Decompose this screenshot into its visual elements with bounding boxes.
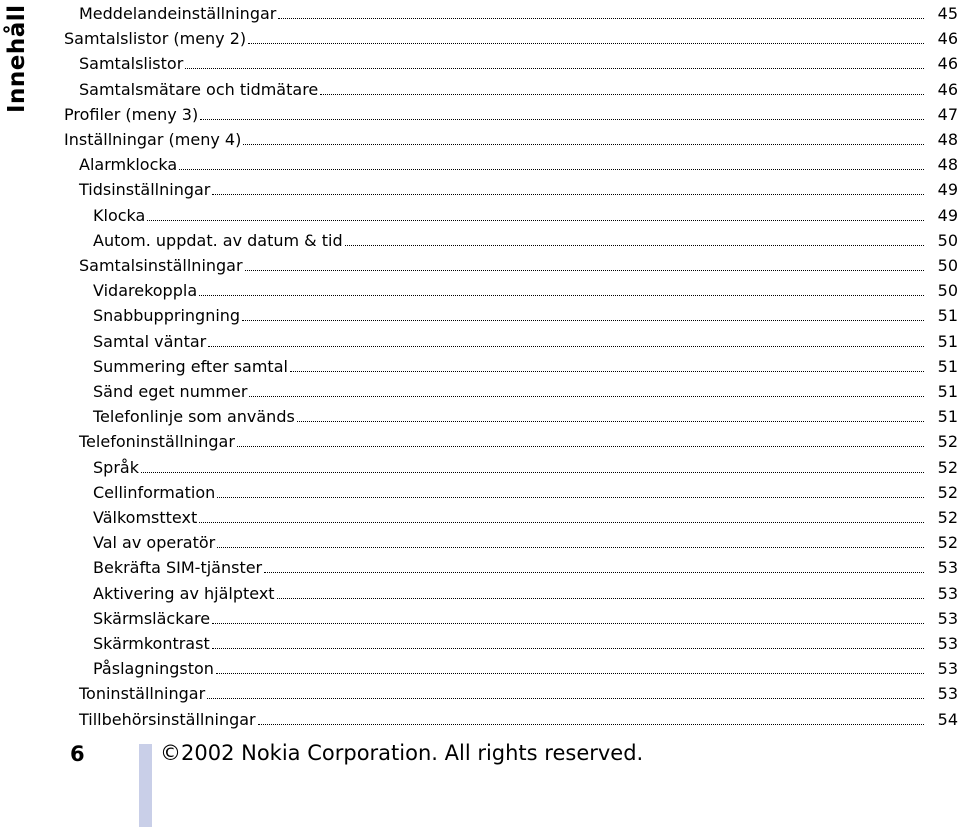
toc-dot-leader [185, 68, 924, 69]
toc-entry-page: 46 [937, 79, 958, 99]
toc-entry-label: Vidarekoppla [93, 281, 198, 301]
toc-dot-leader [199, 522, 924, 523]
toc-dot-leader [264, 572, 924, 573]
toc-entry-label: Tidsinställningar [79, 180, 211, 200]
toc-entry-label: Snabbuppringning [93, 306, 241, 326]
toc-entry-label: Språk [93, 457, 139, 477]
toc-entry-label: Bekräfta SIM-tjänster [93, 558, 263, 578]
toc-entry[interactable] [79, 176, 960, 201]
toc-entry-page: 54 [937, 709, 958, 729]
toc-entry-label: Telefonlinje som används [93, 407, 295, 427]
toc-dot-leader [200, 119, 924, 120]
toc-dot-leader [277, 598, 924, 599]
toc-entry[interactable] [79, 680, 960, 705]
toc-dot-leader [249, 396, 924, 397]
toc-entry-label: Autom. uppdat. av datum & tid [93, 230, 343, 250]
toc-entry[interactable] [79, 50, 960, 75]
toc-entry[interactable] [93, 655, 960, 680]
toc-entry-label: Inställningar (meny 4) [64, 130, 242, 149]
toc-dot-leader [212, 194, 924, 195]
toc-entry[interactable] [79, 428, 960, 453]
toc-entry[interactable] [93, 277, 960, 302]
toc-entry-label: Välkomsttext [93, 508, 198, 527]
toc-entry-page: 51 [937, 356, 958, 376]
toc-entry-page: 52 [937, 457, 958, 477]
toc-entry-page: 50 [937, 281, 958, 301]
toc-entry-label: Cellinformation [93, 482, 216, 502]
toc-entry-page: 53 [937, 583, 958, 603]
toc-dot-leader [179, 169, 924, 170]
toc-entry-label: Summering efter samtal [93, 356, 288, 376]
toc-dot-leader [141, 472, 924, 473]
toc-entry-label: Meddelandeinställningar [79, 4, 277, 23]
toc-entry-page: 52 [937, 508, 958, 527]
toc-entry-page: 53 [937, 684, 958, 704]
toc-entry-label: Sänd eget nummer [93, 382, 248, 401]
toc-entry[interactable] [93, 403, 960, 428]
toc-entry[interactable] [93, 529, 960, 554]
toc-entry[interactable] [79, 252, 960, 277]
toc-entry-page: 50 [937, 256, 958, 275]
toc-entry[interactable] [79, 151, 960, 176]
toc-entry[interactable] [93, 554, 960, 579]
toc-dot-leader [243, 144, 924, 145]
toc-dot-leader [297, 421, 924, 422]
toc-entry-page: 53 [937, 634, 958, 653]
toc-dot-leader [212, 648, 924, 649]
toc-entry-page: 45 [937, 4, 958, 23]
toc-entry-page: 47 [937, 104, 958, 124]
toc-entry-page: 51 [937, 331, 958, 351]
toc-entry-page: 48 [937, 130, 958, 149]
toc-entry-page: 53 [937, 558, 958, 578]
toc-entry-page: 52 [937, 432, 958, 452]
toc-dot-leader [258, 724, 924, 725]
toc-entry-page: 52 [937, 482, 958, 502]
toc-dot-leader [207, 698, 924, 699]
toc-entry-label: Profiler (meny 3) [64, 104, 199, 124]
toc-dot-leader [147, 220, 924, 221]
toc-entry-page: 46 [937, 54, 958, 74]
toc-entry-label: Samtalsmätare och tidmätare [79, 79, 319, 99]
toc-dot-leader [245, 270, 924, 271]
toc-dot-leader [216, 673, 924, 674]
toc-entry-label: Klocka [93, 205, 146, 225]
toc-entry-label: Toninställningar [79, 684, 206, 704]
toc-entry-label: Skärmsläckare [93, 608, 211, 628]
toc-entry-page: 53 [937, 659, 958, 679]
toc-dot-leader [199, 295, 924, 296]
toc-entry-label: Skärmkontrast [93, 634, 210, 653]
toc-entry-label: Tillbehörsinställningar [79, 709, 256, 729]
toc-entry[interactable] [79, 0, 960, 25]
toc-dot-leader [217, 547, 924, 548]
toc-dot-leader [248, 43, 924, 44]
toc-entry-page: 49 [937, 205, 958, 225]
toc-entry-label: Samtalslistor [79, 54, 184, 74]
toc-entry-page: 49 [937, 180, 958, 200]
toc-entry-label: Telefoninställningar [79, 432, 235, 452]
toc-entry-label: Påslagningston [93, 659, 214, 679]
toc-entry[interactable] [64, 25, 960, 50]
toc-entry[interactable] [93, 353, 960, 378]
toc-dot-leader [212, 623, 924, 624]
footer-accent-bar [139, 744, 152, 827]
toc-entry-label: Val av operatör [93, 533, 216, 553]
toc-entry[interactable] [93, 605, 960, 630]
toc-entry[interactable] [93, 378, 960, 403]
toc-entry-label: Alarmklocka [79, 155, 178, 175]
toc-entry[interactable] [64, 126, 960, 151]
toc-entry[interactable] [93, 504, 960, 529]
toc-entry[interactable] [93, 328, 960, 353]
toc-entry-page: 53 [937, 608, 958, 628]
toc-dot-leader [208, 346, 924, 347]
toc-dot-leader [217, 497, 924, 498]
toc-entry-page: 51 [937, 407, 958, 427]
toc-entry[interactable] [79, 706, 960, 731]
toc-dot-leader [290, 371, 924, 372]
toc-entry-page: 51 [937, 306, 958, 326]
toc-entry[interactable] [93, 580, 960, 605]
toc-entry-label: Samtalslistor (meny 2) [64, 29, 247, 49]
toc-entry[interactable] [93, 302, 960, 327]
toc-dot-leader [278, 18, 924, 19]
toc-entry-label: Samtalsinställningar [79, 256, 243, 275]
toc-entry-page: 48 [937, 155, 958, 175]
toc-entry[interactable] [93, 454, 960, 479]
toc-entry[interactable] [79, 76, 960, 101]
toc-entry[interactable] [93, 227, 960, 252]
toc-entry[interactable] [93, 630, 960, 655]
toc-entry[interactable] [93, 479, 960, 504]
toc-entry-label: Aktivering av hjälptext [93, 583, 275, 603]
copyright-notice: ©2002 Nokia Corporation. All rights reserved. [160, 741, 644, 765]
toc-entry-label: Samtal väntar [93, 331, 207, 351]
toc-entry-page: 50 [937, 230, 958, 250]
toc-dot-leader [320, 94, 924, 95]
page-number: 6 [70, 742, 85, 766]
toc-entry-page: 46 [937, 29, 958, 49]
toc-entry-page: 52 [937, 533, 958, 553]
toc-entry[interactable] [64, 101, 960, 126]
section-title: Innehåll [4, 4, 30, 113]
toc-dot-leader [242, 320, 924, 321]
toc-dot-leader [345, 245, 924, 246]
toc-entry[interactable] [93, 202, 960, 227]
toc-dot-leader [237, 446, 924, 447]
toc-entry-page: 51 [937, 382, 958, 401]
